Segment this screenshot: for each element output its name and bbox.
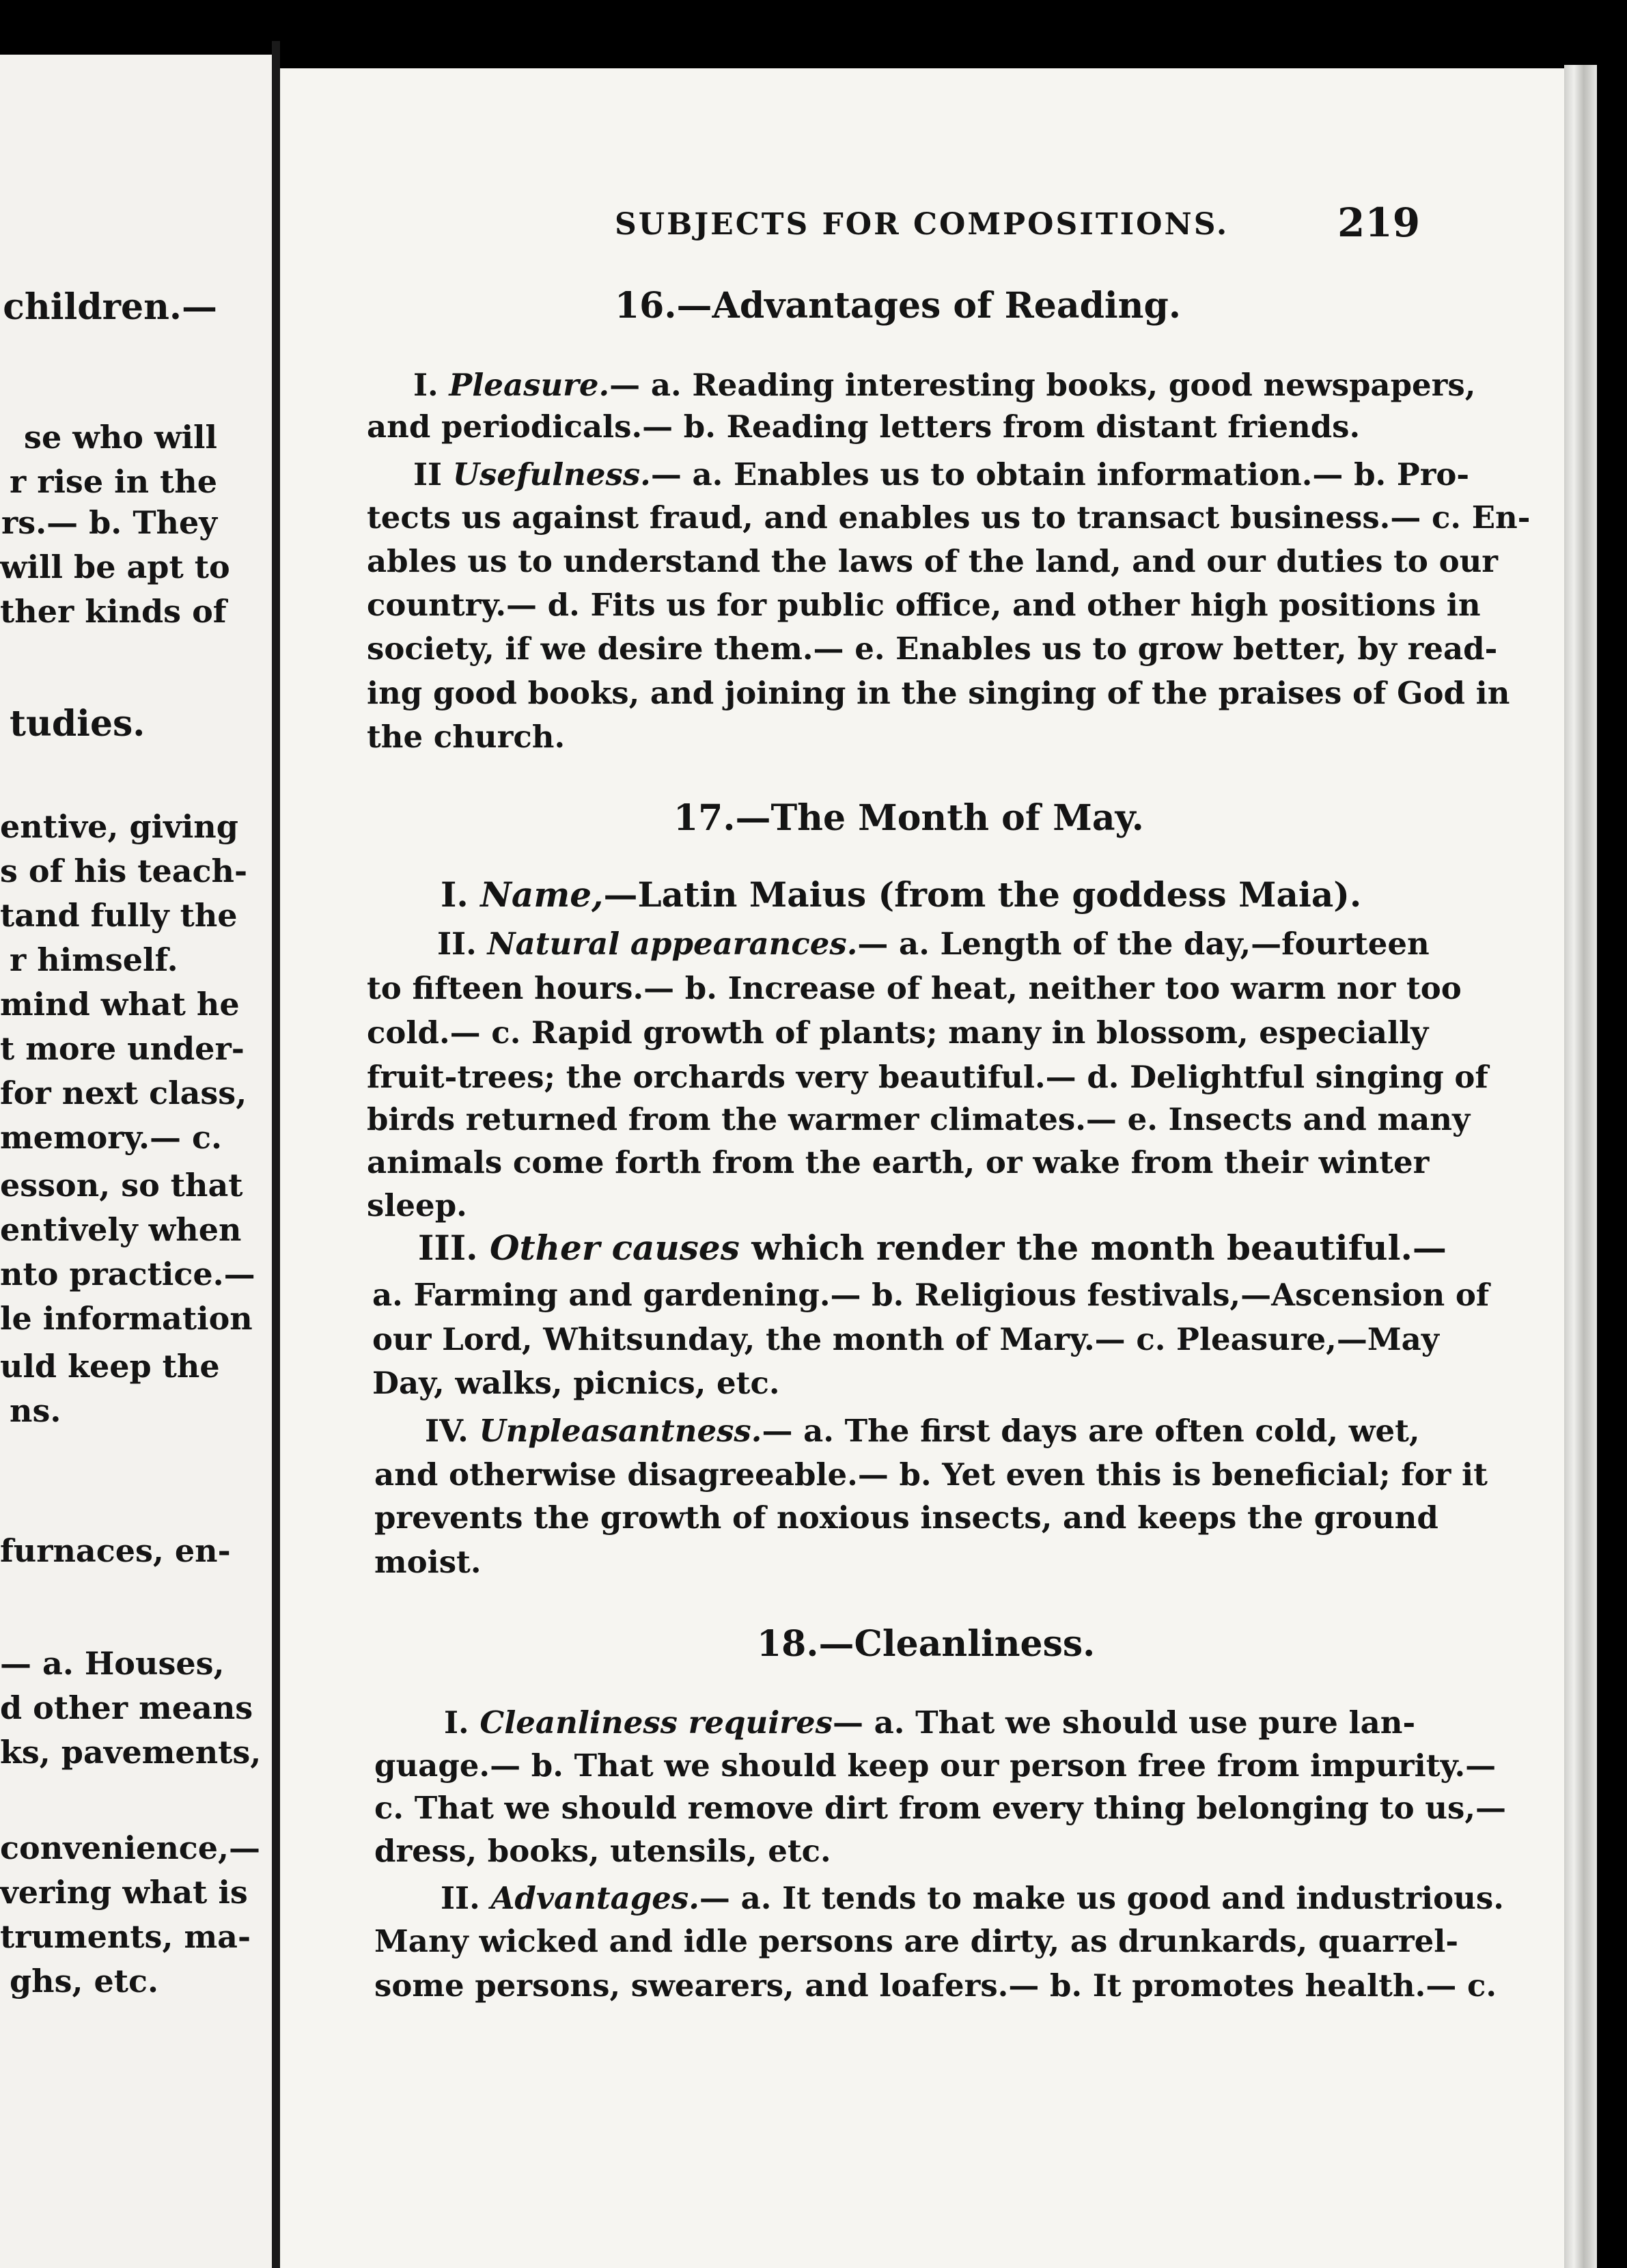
- text-line: the church.: [367, 719, 566, 755]
- text-line: Day, walks, picnics, etc.: [372, 1365, 780, 1401]
- item-number: I.: [444, 1704, 469, 1741]
- item-label: Name,: [480, 874, 604, 915]
- text-span: — a. The first days are often cold, wet,: [762, 1413, 1420, 1449]
- text-line: [437, 926, 1430, 963]
- item-number: I.: [413, 367, 439, 403]
- item-number: IV.: [425, 1413, 469, 1449]
- section-heading: 18.—Cleanliness.: [757, 1623, 1096, 1665]
- running-head-title: SUBJECTS FOR COMPOSITIONS.: [615, 207, 1229, 242]
- text-line: dress, books, utensils, etc.: [374, 1833, 831, 1869]
- left-text-line: r himself.: [10, 941, 178, 978]
- text-span: which render the month beautiful.—: [739, 1228, 1447, 1268]
- left-text-line: memory.— c.: [0, 1119, 223, 1156]
- left-text-line: r rise in the: [9, 463, 217, 500]
- text-line: [441, 1880, 1504, 1917]
- left-text-line: furnaces, en-: [0, 1532, 231, 1569]
- left-text-line: children.—: [3, 286, 217, 328]
- text-line: and periodicals.— b. Reading letters from distant friends.: [367, 409, 1361, 445]
- item-number: II.: [437, 926, 477, 962]
- text-line: tects us against fraud, and enables us to transact business.— c. En-: [367, 499, 1531, 536]
- section-heading: 16.—Advantages of Reading.: [615, 285, 1181, 327]
- text-line: [413, 456, 1470, 493]
- text-line: society, if we desire them.— e. Enables us to grow better, by read-: [367, 631, 1498, 667]
- text-line: and otherwise disagreeable.— b. Yet even this is beneficial; for it: [374, 1456, 1488, 1493]
- text-span: — a. Enables us to obtain information.— b. Pro-: [650, 456, 1470, 493]
- text-line: [425, 1413, 1420, 1450]
- text-line: some persons, swearers, and loafers.— b. It promotes health.— c.: [374, 1967, 1497, 2004]
- text-line: [441, 876, 1429, 913]
- section-heading: 17.—The Month of May.: [673, 797, 1144, 839]
- left-text-line: truments, ma-: [0, 1918, 251, 1955]
- left-text-line: — a. Houses,: [0, 1645, 225, 1682]
- text-line: a. Farming and gardening.— b. Religious festivals,—Ascension of: [372, 1277, 1490, 1313]
- book-gutter: [272, 41, 280, 2268]
- text-line: [418, 1228, 1447, 1268]
- item-number: I.: [441, 874, 469, 915]
- left-text-line: convenience,—: [0, 1829, 261, 1866]
- item-number: II.: [441, 1880, 480, 1916]
- left-text-line: tudies.: [10, 703, 145, 745]
- item-label: Unpleasantness.: [479, 1413, 762, 1449]
- left-text-line: se who will: [24, 419, 217, 456]
- text-line: c. That we should remove dirt from every thing belonging to us,—: [374, 1790, 1506, 1826]
- text-line: cold.— c. Rapid growth of plants; many in blossom, especially: [367, 1014, 1429, 1051]
- text-span: — a. Length of the day,—fourteen: [857, 926, 1430, 962]
- left-text-line: ther kinds of: [0, 593, 227, 630]
- item-number: III.: [418, 1228, 478, 1268]
- left-text-line: ghs, etc.: [10, 1963, 159, 2000]
- item-number: II: [413, 456, 443, 493]
- text-line: ables us to understand the laws of the land, and our duties to our: [367, 543, 1499, 579]
- item-label: Usefulness.: [452, 456, 651, 493]
- text-line: sleep.: [367, 1187, 467, 1223]
- left-text-line: will be apt to: [0, 549, 230, 585]
- text-line: country.— d. Fits us for public office, and other high positions in: [367, 587, 1481, 623]
- left-text-line: tand fully the: [0, 897, 238, 934]
- left-text-line: s of his teach-: [0, 853, 248, 889]
- left-text-line: uld keep the: [0, 1348, 220, 1385]
- left-facing-page: [0, 55, 272, 2268]
- text-line: guage.— b. That we should keep our person free from impurity.—: [374, 1747, 1497, 1784]
- item-label: Pleasure.: [449, 367, 610, 403]
- left-text-line: le information: [0, 1300, 253, 1337]
- text-line: ing good books, and joining in the singing of the praises of God in: [367, 675, 1510, 711]
- text-line: prevents the growth of noxious insects, and keeps the ground: [374, 1499, 1438, 1536]
- text-line: to fifteen hours.— b. Increase of heat, neither too warm nor too: [367, 970, 1462, 1006]
- left-text-line: rs.— b. They: [1, 504, 217, 541]
- item-label: Advantages.: [490, 1880, 699, 1916]
- left-text-line: t more under-: [0, 1030, 245, 1067]
- page-edge-shadow: [1564, 65, 1597, 2268]
- text-span: — a. Reading interesting books, good newspapers,: [609, 367, 1476, 403]
- text-line: our Lord, Whitsunday, the month of Mary.— c. Pleasure,—May: [372, 1321, 1439, 1357]
- item-label: Cleanliness requires: [479, 1704, 833, 1741]
- left-text-line: vering what is: [0, 1874, 248, 1911]
- text-line: birds returned from the warmer climates.— e. Insects and many: [367, 1101, 1471, 1137]
- text-line: Many wicked and idle persons are dirty, as drunkards, quarrel-: [374, 1923, 1458, 1959]
- page-number: 219: [1337, 199, 1421, 246]
- text-line: animals come forth from the earth, or wake from their winter: [367, 1144, 1430, 1180]
- left-text-line: esson, so that: [0, 1167, 243, 1204]
- item-label: Other causes: [490, 1228, 740, 1268]
- left-text-line: d other means: [0, 1689, 253, 1726]
- left-text-line: entively when: [0, 1211, 242, 1248]
- text-line: fruit-trees; the orchards very beautiful.— d. Delightful singing of: [367, 1059, 1488, 1095]
- text-line: [413, 367, 1476, 404]
- left-text-line: for next class,: [0, 1075, 247, 1111]
- item-label: Natural appearances.: [487, 926, 858, 962]
- text-span: —Latin Maius (from the goddess Maia).: [603, 874, 1362, 915]
- left-text-line: entive, giving: [0, 808, 238, 845]
- text-span: — a. That we should use pure lan-: [832, 1704, 1416, 1741]
- text-line: [444, 1704, 1416, 1741]
- text-line: moist.: [374, 1544, 482, 1580]
- left-text-line: nto practice.—: [0, 1256, 255, 1292]
- left-text-line: mind what he: [0, 986, 240, 1023]
- text-span: — a. It tends to make us good and industrious.: [699, 1880, 1504, 1916]
- left-text-line: ks, pavements,: [0, 1734, 262, 1771]
- left-text-line: ns.: [10, 1392, 61, 1429]
